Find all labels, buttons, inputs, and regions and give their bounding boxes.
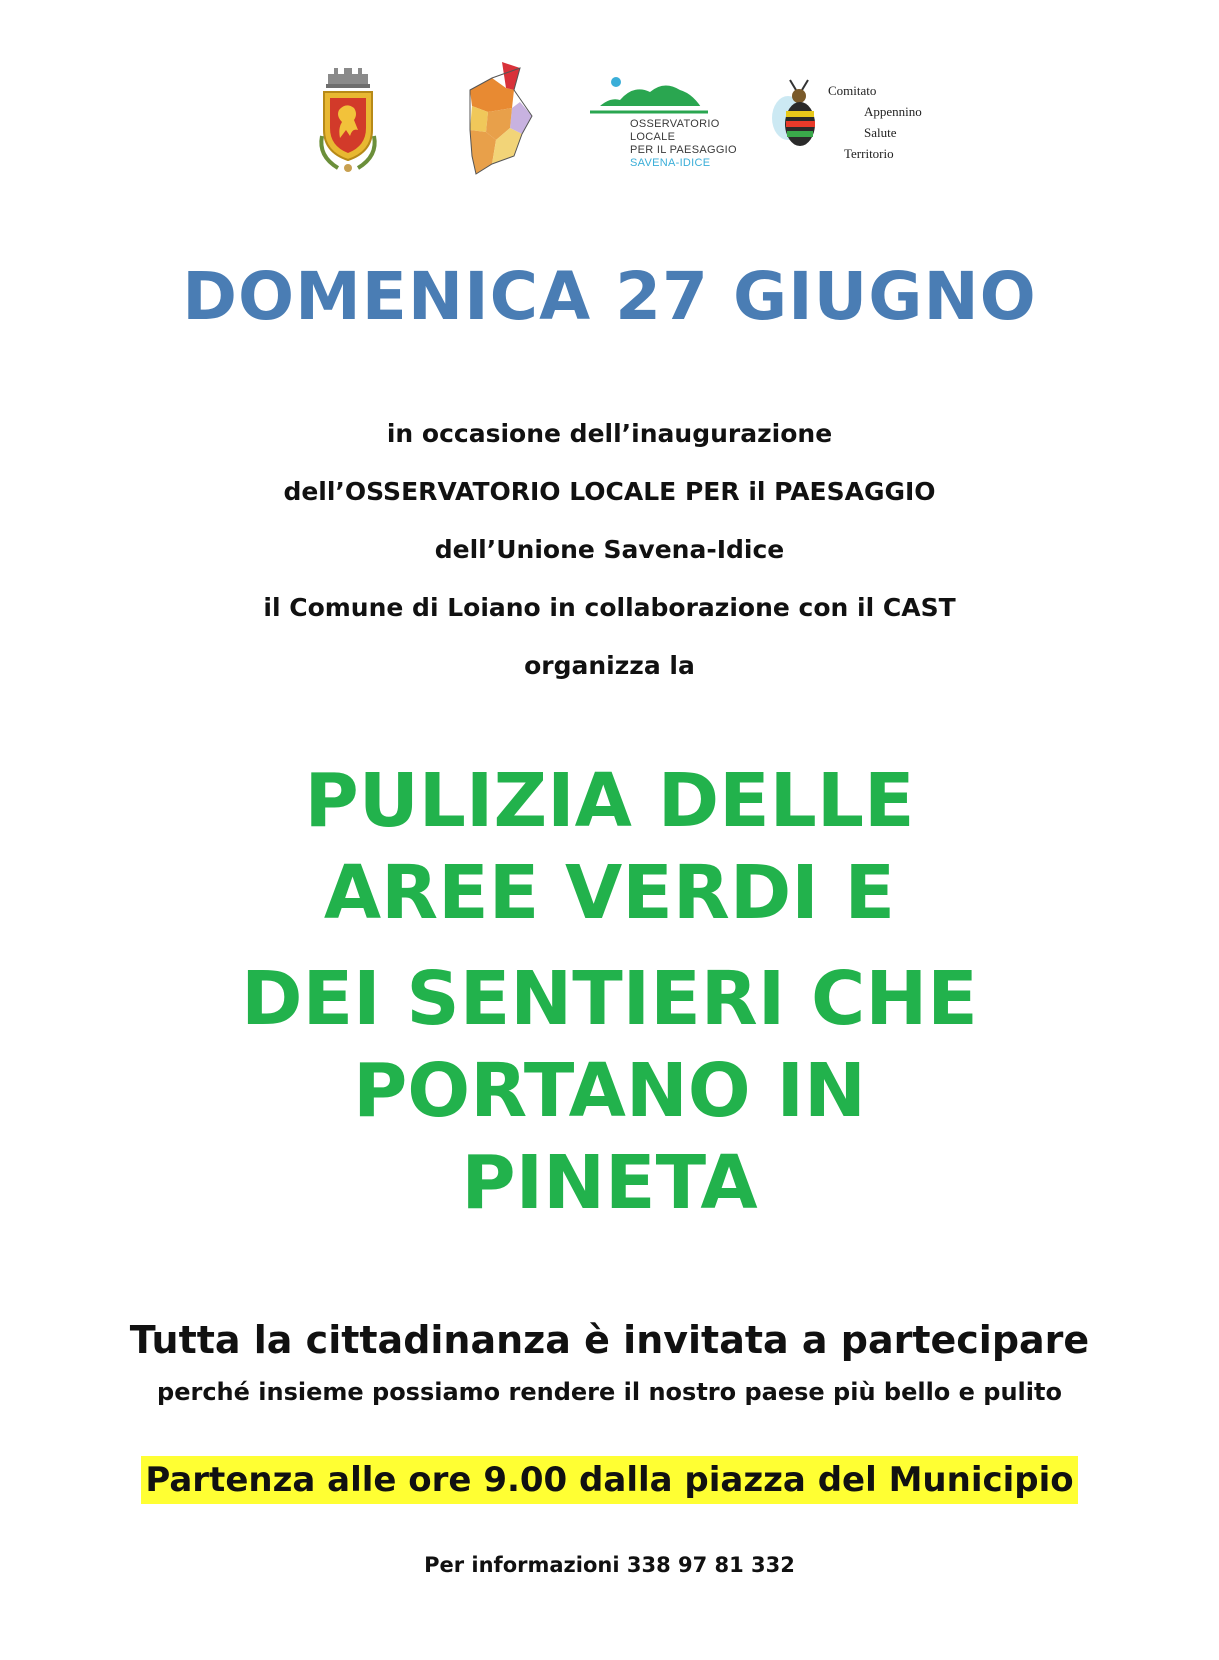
observatorio-line3: PER IL PAESAGGIO (630, 144, 737, 156)
invitation-subtext: perché insieme possiamo rendere il nostro paese più bello e pulito (157, 1378, 1062, 1406)
observatorio-line4: SAVENA-IDICE (630, 157, 711, 169)
observatorio-line2: LOCALE (630, 131, 676, 143)
event-date: DOMENICA 27 GIUGNO (182, 258, 1037, 335)
departure-highlight: Partenza alle ore 9.00 dalla piazza del Municipio (141, 1456, 1077, 1504)
cast-line2: Appennino (864, 104, 922, 119)
intro-block (0, 405, 1219, 695)
event-headline (0, 755, 1219, 1229)
contact-info: Per informazioni 338 97 81 332 (424, 1553, 795, 1577)
headline-line: AREE VERDI E (323, 850, 896, 936)
invitation-text: Tutta la cittadinanza è invitata a partecipare (129, 1318, 1090, 1362)
headline-line: PULIZIA DELLE (304, 758, 915, 844)
observatorio-line1: OSSERVATORIO (630, 118, 720, 130)
headline-line: DEI SENTIERI CHE (241, 956, 978, 1042)
intro-line: il Comune di Loiano in collaborazione con il CAST (263, 593, 956, 622)
cast-line4: Territorio (844, 146, 894, 161)
headline-line: PORTANO IN (353, 1048, 866, 1134)
intro-line: in occasione dell’inaugurazione (386, 419, 833, 448)
cast-line1: Comitato (828, 83, 877, 98)
union-map-logo (462, 60, 562, 178)
departure-info (0, 1456, 1219, 1504)
intro-line: dell’Unione Savena-Idice (434, 535, 785, 564)
cast-line3: Salute (864, 125, 897, 140)
intro-line: organizza la (524, 651, 695, 680)
observatorio-logo (590, 76, 740, 176)
municipal-crest-logo (312, 64, 384, 178)
logo-bar (0, 60, 1219, 180)
cast-committee-logo (770, 70, 940, 170)
headline-line: PINETA (461, 1140, 758, 1226)
intro-line: dell’OSSERVATORIO LOCALE PER il PAESAGGIO (283, 477, 936, 506)
